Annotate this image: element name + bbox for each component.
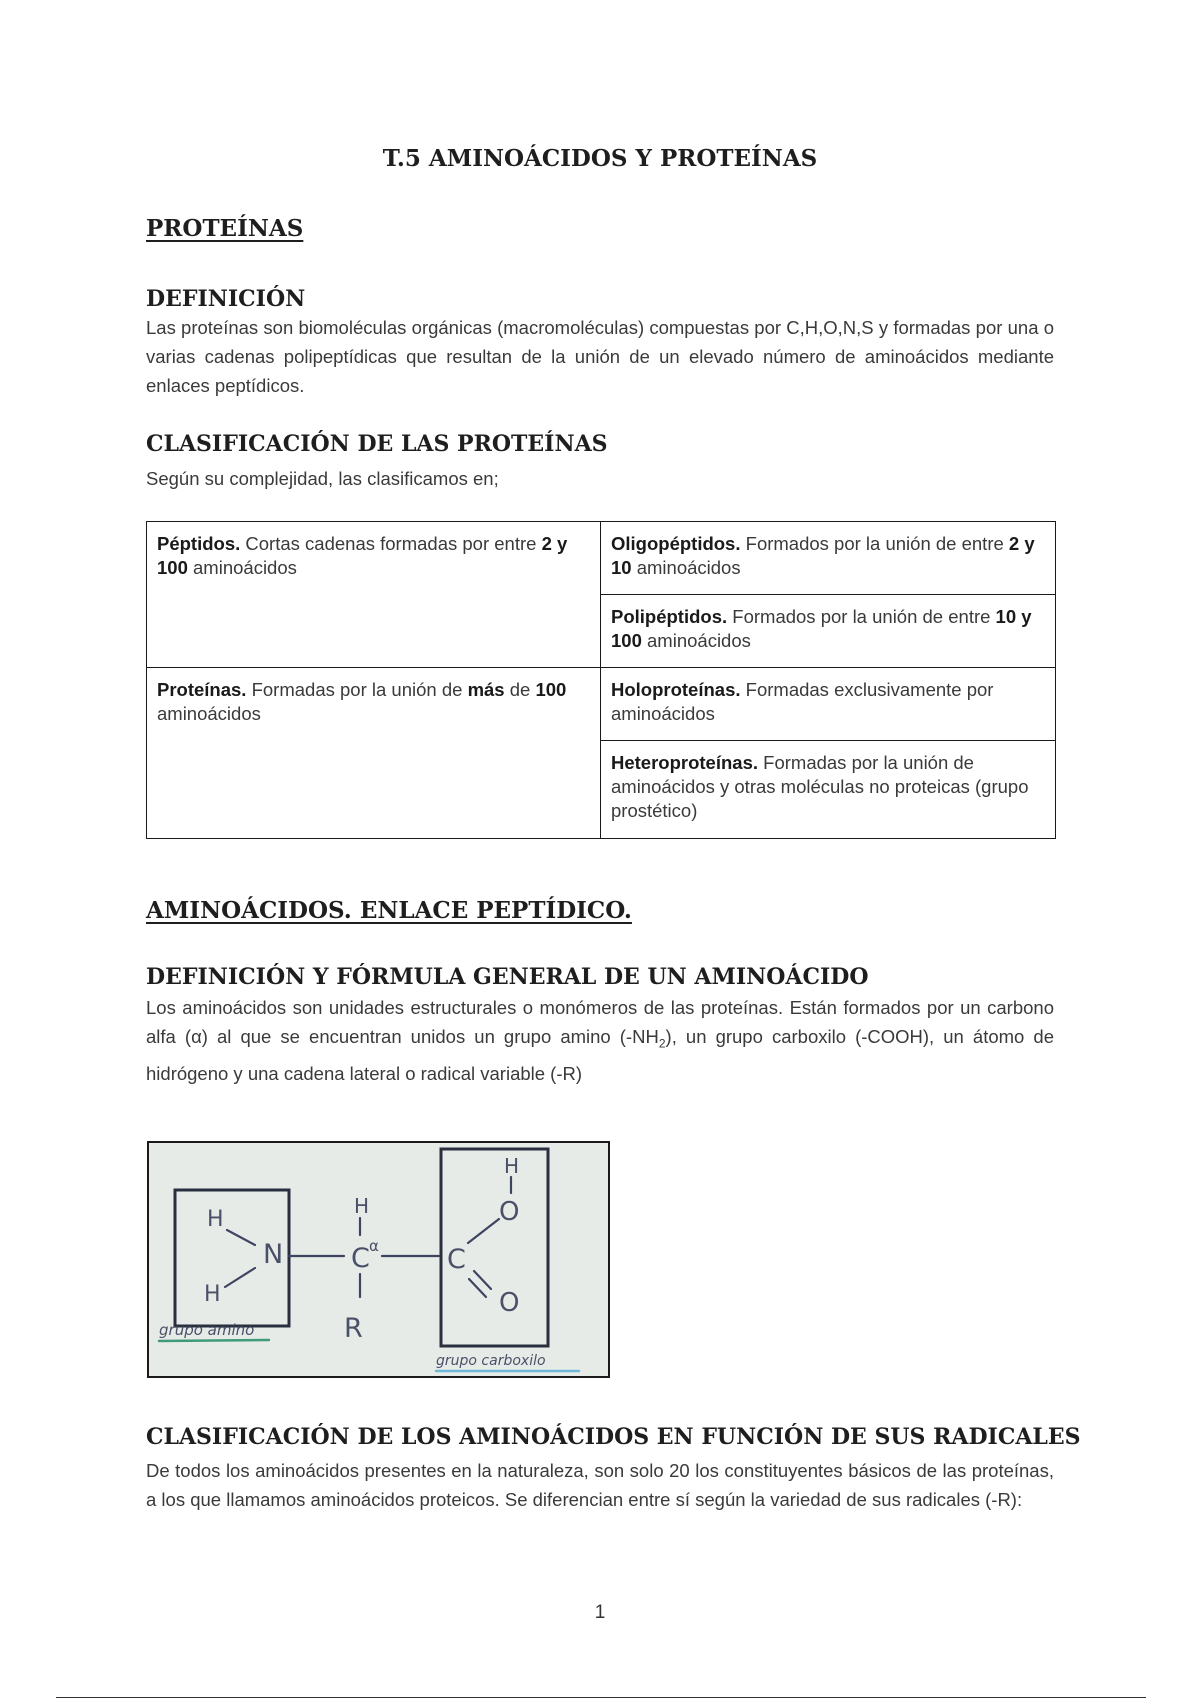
term-polipeptidos: Polipéptidos. xyxy=(611,606,728,627)
term-oligopeptidos: Oligopéptidos. xyxy=(611,533,741,554)
alpha-symbol: α xyxy=(369,1237,379,1255)
cell-text: Formadas por la unión de xyxy=(246,679,468,700)
subheading-definicion-aminoacido: DEFINICIÓN Y FÓRMULA GENERAL DE UN AMINOÁCIDO xyxy=(146,964,869,990)
cell-number: 2 y 10 xyxy=(611,533,1035,578)
cell-text: aminoácidos xyxy=(157,703,261,724)
aminoacido-definicion-paragraph xyxy=(146,993,1054,1088)
clasificacion-aminoacidos-paragraph: De todos los aminoácidos presentes en la naturaleza, son solo 20 los constituyentes básicos de las proteínas, a los que llamamos aminoácidos proteicos. Se diferencian entre sí según la variedad de sus radicales (-R): xyxy=(146,1460,1054,1510)
section-heading-proteinas: PROTEÍNAS xyxy=(146,215,304,242)
cell-polipeptidos xyxy=(601,595,1056,668)
subscript-2: 2 xyxy=(658,1036,666,1051)
label-grupo-amino: grupo amino xyxy=(159,1321,255,1339)
para-text: ), un grupo carboxilo (-COOH), un átomo de hidrógeno y una cadena lateral o radical variable (-R) xyxy=(146,1026,1054,1084)
cell-number: 10 y 100 xyxy=(611,606,1032,651)
page-title: T.5 AMINOÁCIDOS Y PROTEÍNAS xyxy=(382,145,818,172)
cell-number: 2 y 100 xyxy=(157,533,568,578)
cell-text: aminoácidos xyxy=(631,557,741,578)
amino-acid-formula-figure xyxy=(147,1141,610,1378)
atom-h: H xyxy=(504,1154,520,1178)
footer-divider xyxy=(56,1697,1146,1698)
atom-n: N xyxy=(263,1239,284,1270)
section-heading-aminoacidos: AMINOÁCIDOS. ENLACE PEPTÍDICO. xyxy=(146,897,632,924)
subheading-definicion: DEFINICIÓN xyxy=(146,286,306,312)
page-number: 1 xyxy=(594,1602,606,1623)
cell-text: Formados por la unión de entre xyxy=(740,533,1009,554)
atom-r: R xyxy=(344,1313,363,1344)
atom-c: C xyxy=(447,1244,466,1275)
formula-drawing xyxy=(149,1143,608,1376)
cell-peptidos xyxy=(147,522,601,668)
cell-proteinas xyxy=(147,668,601,839)
cell-text: Formados por la unión de entre xyxy=(727,606,996,627)
classification-table xyxy=(146,521,1056,839)
cell-heteroproteinas xyxy=(601,741,1056,839)
term-proteinas: Proteínas. xyxy=(157,679,247,700)
subheading-clasificacion-aminoacidos: CLASIFICACIÓN DE LOS AMINOÁCIDOS EN FUNCIÓN DE SUS RADICALES xyxy=(146,1424,1081,1450)
para-text: Los aminoácidos son unidades estructurales o monómeros de las proteínas. Están formados por un carbono alfa (α) al que se encuentran unidos un grupo amino (-NH xyxy=(146,997,1054,1047)
definicion-paragraph: Las proteínas son biomoléculas orgánicas (macromoléculas) compuestas por C,H,O,N,S y formadas por una o varias cadenas polipeptídicas que resultan de la unión de un elevado número de aminoácidos mediante enlaces peptídicos. xyxy=(146,317,1054,396)
atom-h: H xyxy=(207,1207,224,1232)
term-heteroproteinas: Heteroproteínas. xyxy=(611,752,759,773)
atom-c-alpha: C xyxy=(351,1243,370,1274)
cell-text: Formadas por la unión de aminoácidos y otras moléculas no proteicas (grupo prostético) xyxy=(611,752,1029,821)
cell-oligopeptidos xyxy=(601,522,1056,595)
cell-text: aminoácidos xyxy=(187,557,297,578)
atom-o: O xyxy=(499,1288,520,1318)
cell-holoproteinas xyxy=(601,668,1056,741)
cell-text: Cortas cadenas formadas por entre xyxy=(240,533,542,554)
clasificacion-intro: Según su complejidad, las clasificamos en; xyxy=(146,468,499,489)
cell-text: aminoácidos xyxy=(641,630,751,651)
term-holoproteinas: Holoproteínas. xyxy=(611,679,741,700)
label-grupo-carboxilo: grupo carboxilo xyxy=(436,1353,546,1369)
atom-o: O xyxy=(499,1197,520,1227)
atom-h: H xyxy=(204,1282,221,1307)
term-peptidos: Péptidos. xyxy=(157,533,241,554)
cell-text: de xyxy=(504,679,536,700)
atom-h: H xyxy=(354,1194,370,1218)
cell-emphasis: más xyxy=(467,679,505,700)
cell-number: 100 xyxy=(535,679,567,700)
cell-text: Formadas exclusivamente por aminoácidos xyxy=(611,679,994,724)
subheading-clasificacion-proteinas: CLASIFICACIÓN DE LAS PROTEÍNAS xyxy=(146,431,608,457)
